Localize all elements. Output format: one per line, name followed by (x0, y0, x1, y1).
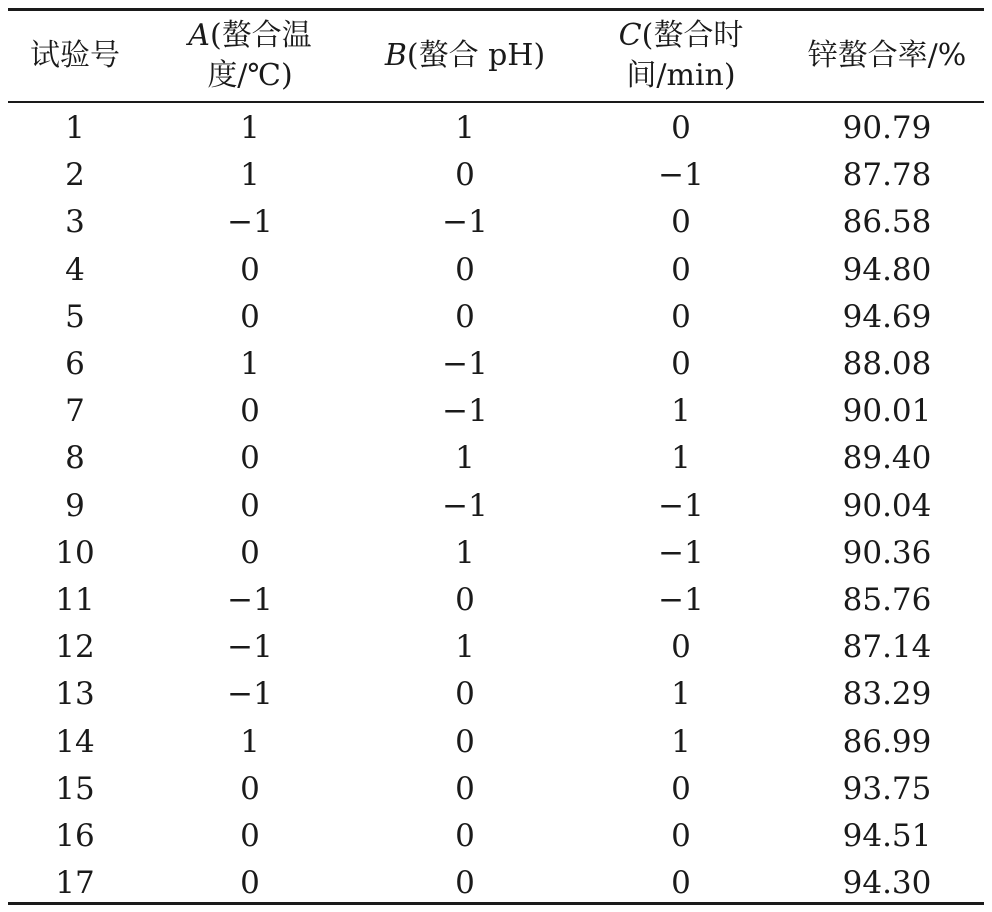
trial-number-cell: 15 (55, 770, 95, 807)
factor-c-cell: 0 (671, 770, 691, 807)
chelation-rate-cell: 87.14 (842, 629, 932, 666)
table-row (8, 577, 984, 624)
factor-a-cell: 0 (240, 440, 260, 477)
trial-number-cell: 4 (65, 251, 85, 288)
chelation-rate-cell: 90.04 (842, 487, 932, 524)
table-row (8, 718, 984, 765)
factor-b-cell: 1 (455, 110, 475, 147)
factor-c-cell: 0 (671, 865, 691, 902)
factor-b-cell: 0 (455, 817, 475, 854)
factor-b-cell: 1 (455, 534, 475, 571)
table-row (8, 766, 984, 813)
header-factor-a-line1 (142, 16, 358, 56)
table-row (8, 341, 984, 388)
factor-c-cell: −1 (658, 581, 704, 618)
table-row (8, 388, 984, 435)
chelation-rate-cell: 90.01 (842, 393, 932, 430)
header-factor-a (142, 11, 358, 101)
factor-c-cell: 0 (671, 251, 691, 288)
chelation-rate-cell: 86.58 (842, 204, 932, 241)
header-zinc-chelation-rate (790, 11, 984, 101)
factor-c-cell: −1 (658, 487, 704, 524)
factor-c-cell: 1 (671, 440, 691, 477)
factor-c-cell: −1 (658, 157, 704, 194)
chelation-rate-cell: 94.30 (842, 865, 932, 902)
factor-a-cell: 0 (240, 534, 260, 571)
factor-b-cell: −1 (442, 204, 488, 241)
factor-c-cell: 1 (671, 723, 691, 760)
factor-b-cell: −1 (442, 393, 488, 430)
experiment-table (8, 11, 984, 907)
trial-number-cell: 5 (65, 298, 85, 335)
trial-number-cell: 1 (65, 110, 85, 147)
factor-c-cell: 0 (671, 204, 691, 241)
trial-number-cell: 11 (55, 581, 95, 618)
factor-a-cell: 0 (240, 487, 260, 524)
factor-a-cell: 0 (240, 865, 260, 902)
chelation-rate-cell: 94.51 (842, 817, 932, 854)
factor-c-cell: 0 (671, 346, 691, 383)
header-factor-c-line2: 间/min) (626, 58, 736, 93)
factor-b-cell: 0 (455, 770, 475, 807)
trial-number-cell: 14 (55, 723, 95, 760)
factor-b-cell: 0 (455, 298, 475, 335)
chelation-rate-cell: 89.40 (842, 440, 932, 477)
factor-b-cell: 0 (455, 676, 475, 713)
factor-a-cell: −1 (227, 581, 273, 618)
factor-a-cell: 0 (240, 770, 260, 807)
factor-a-cell: 1 (240, 346, 260, 383)
factor-c-cell: −1 (658, 534, 704, 571)
factor-c-cell: 0 (671, 629, 691, 666)
table-row (8, 813, 984, 860)
trial-number-cell: 10 (55, 534, 95, 571)
factor-a-cell: 1 (240, 157, 260, 194)
table-row (8, 530, 984, 577)
header-factor-b-var: B (384, 38, 407, 73)
trial-number-cell: 7 (65, 393, 85, 430)
header-factor-a-line2: 度/℃) (207, 58, 293, 93)
trial-number-cell: 12 (55, 629, 95, 666)
header-factor-b (358, 11, 572, 101)
factor-b-cell: 0 (455, 581, 475, 618)
factor-a-cell: −1 (227, 204, 273, 241)
factor-a-cell: 0 (240, 251, 260, 288)
table-row (8, 860, 984, 907)
trial-number-cell: 9 (65, 487, 85, 524)
chelation-rate-cell: 93.75 (842, 770, 932, 807)
header-trial-number (8, 11, 142, 101)
table-row (8, 101, 984, 152)
chelation-rate-cell: 88.08 (842, 346, 932, 383)
chelation-rate-cell: 83.29 (842, 676, 932, 713)
factor-a-cell: 0 (240, 817, 260, 854)
factor-c-cell: 0 (671, 298, 691, 335)
trial-number-cell: 6 (65, 346, 85, 383)
table-row (8, 247, 984, 294)
factor-a-cell: −1 (227, 676, 273, 713)
factor-b-cell: 0 (455, 723, 475, 760)
table-row (8, 294, 984, 341)
table-row (8, 483, 984, 530)
trial-number-cell: 3 (65, 204, 85, 241)
header-factor-a-text1: (螯合温 (209, 18, 312, 53)
table-row (8, 152, 984, 199)
table-row (8, 199, 984, 246)
trial-number-cell: 8 (65, 440, 85, 477)
factor-b-cell: 1 (455, 629, 475, 666)
chelation-rate-cell: 94.69 (842, 298, 932, 335)
factor-a-cell: 1 (240, 110, 260, 147)
chelation-rate-cell: 85.76 (842, 581, 932, 618)
header-factor-a-var: A (188, 18, 210, 53)
chelation-rate-cell: 90.79 (842, 110, 932, 147)
trial-number-cell: 17 (55, 865, 95, 902)
header-factor-c-text1: (螯合时 (641, 18, 744, 53)
factor-c-cell: 0 (671, 817, 691, 854)
trial-number-cell: 2 (65, 157, 85, 194)
chelation-rate-cell: 94.80 (842, 251, 932, 288)
factor-a-cell: 0 (240, 298, 260, 335)
chelation-rate-cell: 87.78 (842, 157, 932, 194)
factor-c-cell: 1 (671, 393, 691, 430)
factor-a-cell: −1 (227, 629, 273, 666)
header-zinc-chelation-rate-text: 锌螯合率/% (807, 38, 967, 73)
header-factor-c-var: C (618, 18, 642, 53)
header-factor-b-text: (螯合 pH) (406, 38, 546, 73)
factor-c-cell: 1 (671, 676, 691, 713)
chelation-rate-cell: 86.99 (842, 723, 932, 760)
factor-b-cell: 0 (455, 251, 475, 288)
factor-b-cell: −1 (442, 346, 488, 383)
header-row (8, 11, 984, 101)
header-factor-c (572, 11, 790, 101)
table-row (8, 624, 984, 671)
factor-b-cell: 1 (455, 440, 475, 477)
trial-number-cell: 13 (55, 676, 95, 713)
trial-number-cell: 16 (55, 817, 95, 854)
table-row (8, 671, 984, 718)
factor-b-cell: −1 (442, 487, 488, 524)
factor-a-cell: 0 (240, 393, 260, 430)
factor-b-cell: 0 (455, 865, 475, 902)
header-trial-number-text: 试验号 (30, 38, 120, 73)
chelation-rate-cell: 90.36 (842, 534, 932, 571)
factor-a-cell: 1 (240, 723, 260, 760)
header-factor-c-line1 (572, 16, 790, 56)
table-body (8, 101, 984, 907)
table-row (8, 435, 984, 482)
factor-b-cell: 0 (455, 157, 475, 194)
factor-c-cell: 0 (671, 110, 691, 147)
